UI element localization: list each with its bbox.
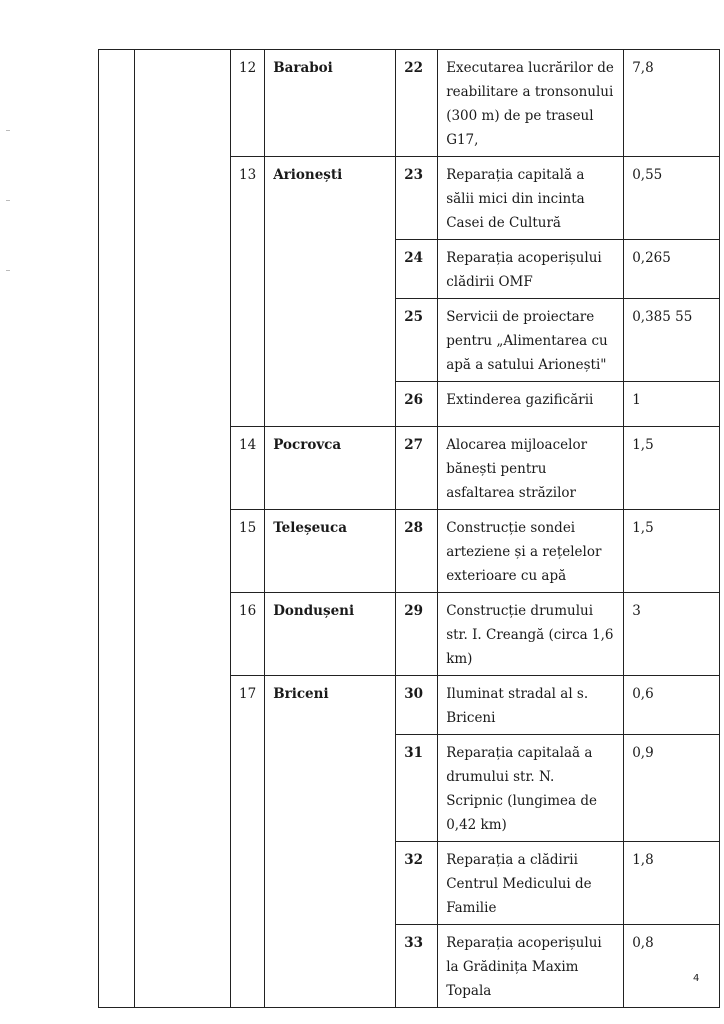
project-amount: 0,8: [624, 925, 720, 1008]
project-code: 31: [396, 735, 438, 842]
project-amount: 0,265: [624, 240, 720, 299]
row-number: 14: [231, 427, 265, 510]
table-row: [99, 50, 720, 157]
project-code: 33: [396, 925, 438, 1008]
project-description: Reparația a clădirii Centrul Medicului de Familie: [438, 842, 624, 925]
project-code: 28: [396, 510, 438, 593]
locality-name: Arionești: [265, 157, 396, 427]
project-description: Servicii de proiectare pentru „Alimentarea cu apă a satului Arionești": [438, 299, 624, 382]
projects-table: [98, 49, 720, 1008]
project-amount: 0,385 55: [624, 299, 720, 382]
project-code: 30: [396, 676, 438, 735]
blank-column-1: [99, 50, 135, 1008]
project-code: 29: [396, 593, 438, 676]
project-description: Extinderea gazificării: [438, 382, 624, 427]
project-description: Iluminat stradal al s. Briceni: [438, 676, 624, 735]
project-amount: 3: [624, 593, 720, 676]
project-description: Reparația capitală a sălii mici din incinta Casei de Cultură: [438, 157, 624, 240]
locality-name: Dondușeni: [265, 593, 396, 676]
project-code: 32: [396, 842, 438, 925]
page-number: 4: [693, 973, 700, 984]
project-amount: 0,6: [624, 676, 720, 735]
row-number: 13: [231, 157, 265, 427]
project-code: 27: [396, 427, 438, 510]
project-amount: 1: [624, 382, 720, 427]
project-description: Executarea lucrărilor de reabilitare a tronsonului (300 m) de pe traseul G17,: [438, 50, 624, 157]
project-description: Construcție drumului str. I. Creangă (circa 1,6 km): [438, 593, 624, 676]
project-code: 26: [396, 382, 438, 427]
margin-scan-mark: [6, 270, 10, 271]
row-number: 15: [231, 510, 265, 593]
project-amount: 1,8: [624, 842, 720, 925]
row-number: 16: [231, 593, 265, 676]
project-code: 22: [396, 50, 438, 157]
project-amount: 0,9: [624, 735, 720, 842]
row-number: 12: [231, 50, 265, 157]
locality-name: Briceni: [265, 676, 396, 1008]
project-description: Reparația acoperișului la Grădinița Maxim Topala: [438, 925, 624, 1008]
project-amount: 7,8: [624, 50, 720, 157]
project-code: 24: [396, 240, 438, 299]
project-description: Reparația acoperișului clădirii OMF: [438, 240, 624, 299]
locality-name: Pocrovca: [265, 427, 396, 510]
margin-scan-mark: [6, 200, 10, 201]
project-amount: 0,55: [624, 157, 720, 240]
project-amount: 1,5: [624, 427, 720, 510]
project-description: Reparația capitalaă a drumului str. N. Scripnic (lungimea de 0,42 km): [438, 735, 624, 842]
project-description: Alocarea mijloacelor bănești pentru asfaltarea străzilor: [438, 427, 624, 510]
row-number: 17: [231, 676, 265, 1008]
locality-name: Teleșeuca: [265, 510, 396, 593]
margin-scan-mark: [6, 130, 10, 131]
project-code: 23: [396, 157, 438, 240]
project-amount: 1,5: [624, 510, 720, 593]
project-code: 25: [396, 299, 438, 382]
blank-column-2: [135, 50, 231, 1008]
locality-name: Baraboi: [265, 50, 396, 157]
project-description: Construcție sondei arteziene și a rețelelor exterioare cu apă: [438, 510, 624, 593]
